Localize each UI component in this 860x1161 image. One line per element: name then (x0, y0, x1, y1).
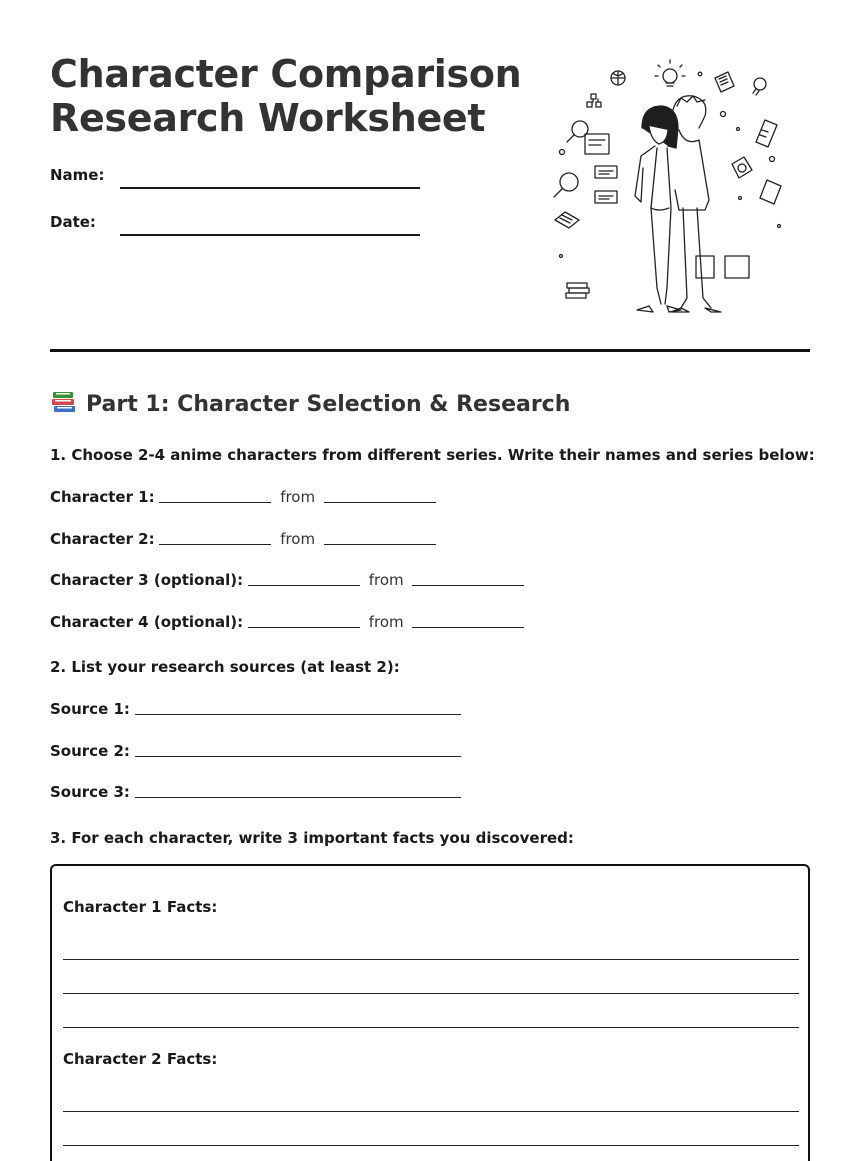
box-icon (696, 256, 749, 278)
character-2-facts-title: Character 2 Facts: (63, 1050, 218, 1068)
from-label: from (280, 488, 316, 506)
fact-line[interactable] (63, 959, 799, 960)
character-3-label: Character 3 (optional): (50, 571, 244, 589)
girl-figure-icon (635, 106, 681, 312)
character-2-series-blank[interactable] (324, 531, 436, 545)
header-divider (50, 349, 810, 352)
character-3-row (50, 571, 524, 589)
clipboard-icon (585, 134, 609, 154)
students-illustration-icon (545, 58, 795, 323)
part1-heading-text: Part 1: Character Selection & Research (86, 392, 571, 417)
diagram-icon (587, 94, 601, 107)
character-1-name-blank[interactable] (159, 489, 271, 503)
date-label: Date: (50, 213, 96, 231)
source-1-row (50, 700, 461, 718)
question-2: 2. List your research sources (at least 2): (50, 658, 400, 676)
character-4-label: Character 4 (optional): (50, 613, 244, 631)
title-line-2: Research Worksheet (50, 96, 486, 140)
character-3-series-blank[interactable] (412, 572, 524, 586)
note-card-icon (595, 166, 617, 203)
source-1-blank[interactable] (135, 701, 461, 715)
date-field[interactable] (120, 234, 420, 236)
facts-box (50, 864, 810, 1161)
from-label: from (280, 530, 316, 548)
source-2-row (50, 742, 461, 760)
magnifier-icon (554, 173, 578, 197)
question-1: 1. Choose 2-4 anime characters from different series. Write their names and series below: (50, 446, 815, 464)
source-1-label: Source 1: (50, 700, 130, 718)
book-icon (555, 212, 579, 228)
from-label: from (368, 613, 404, 631)
calculator-icon (756, 120, 777, 147)
chart-icon (732, 157, 752, 178)
source-2-label: Source 2: (50, 742, 130, 760)
lightbulb-icon (655, 60, 685, 86)
name-label: Name: (50, 166, 105, 184)
character-4-name-blank[interactable] (248, 614, 360, 628)
character-2-row (50, 530, 436, 548)
source-2-blank[interactable] (135, 743, 461, 757)
name-field[interactable] (120, 187, 420, 189)
title-line-1: Character Comparison (50, 52, 522, 96)
fact-line[interactable] (63, 993, 799, 994)
phone-icon (760, 180, 781, 204)
character-4-row (50, 613, 524, 631)
character-4-series-blank[interactable] (412, 614, 524, 628)
character-2-label: Character 2: (50, 530, 155, 548)
source-3-blank[interactable] (135, 784, 461, 798)
question-3: 3. For each character, write 3 important facts you discovered: (50, 829, 574, 847)
fact-line[interactable] (63, 1145, 799, 1146)
part1-heading (50, 389, 570, 417)
book-stack-icon (566, 283, 589, 298)
source-3-row (50, 783, 461, 801)
character-1-row (50, 488, 436, 506)
books-icon (50, 389, 78, 415)
source-3-label: Source 3: (50, 783, 130, 801)
character-1-series-blank[interactable] (324, 489, 436, 503)
document-icon (715, 72, 734, 92)
character-2-name-blank[interactable] (159, 531, 271, 545)
lightbulb-icon (753, 78, 766, 95)
globe-icon (611, 71, 625, 85)
fact-line[interactable] (63, 1027, 799, 1028)
character-1-label: Character 1: (50, 488, 155, 506)
from-label: from (368, 571, 404, 589)
fact-line[interactable] (63, 1111, 799, 1112)
worksheet-title (50, 52, 521, 140)
character-1-facts-title: Character 1 Facts: (63, 898, 218, 916)
character-3-name-blank[interactable] (248, 572, 360, 586)
